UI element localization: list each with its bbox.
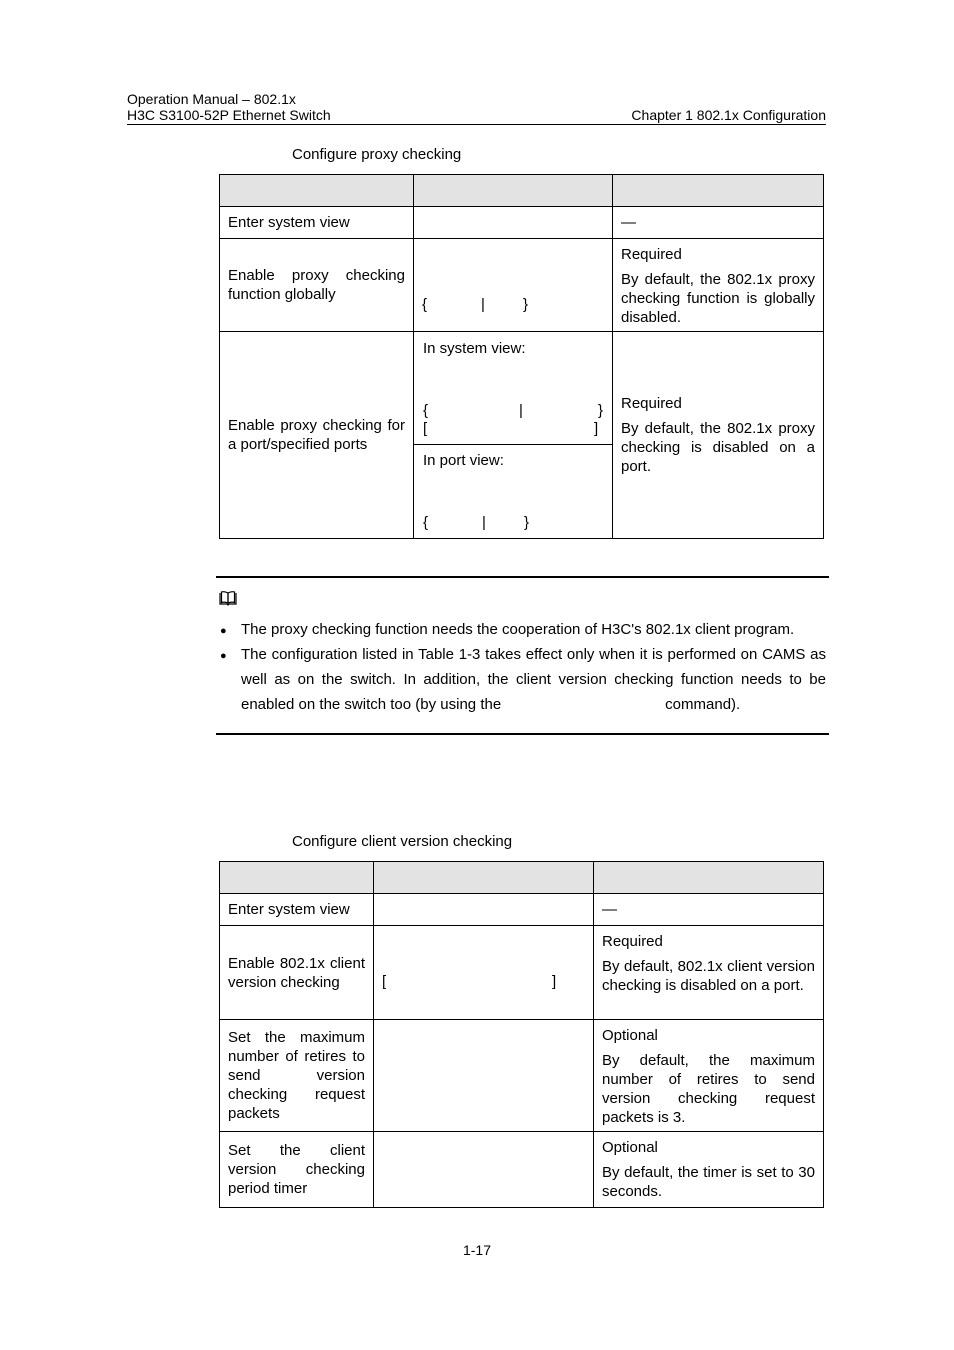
table-row [220,239,824,332]
page-number: 1-17 [462,1242,492,1258]
note-top-rule [216,576,829,578]
book-icon [219,590,237,606]
table-row [220,332,824,539]
remarks-required: Required [621,395,682,412]
pipe-separator: | [482,514,486,531]
brace-open: { [422,296,428,313]
remarks-cell: — [613,207,824,239]
command-cell [414,207,613,239]
remarks-description: By default, the 802.1x proxy checking is disabled on a port. [621,420,815,475]
table2-header-cell [220,862,374,894]
brace-close: } [524,514,530,531]
bullet-dot: ● [220,625,227,637]
command-cell [414,332,613,539]
brace-close: } [598,402,604,419]
system-view-label: In system view: [423,340,526,357]
remarks-cell [613,239,824,332]
command-cell [374,926,594,1020]
header-manual-title: Operation Manual – 802.1x [127,91,296,107]
note-bullet-2-text: The configuration listed in Table 1-3 takes effect only when it is performed on CAMS as well as on the switch. In addition, the client version checking function needs to be enabled on the switch too (by using the [241,646,826,713]
operation-cell: Set the client version checking period timer [220,1132,374,1208]
note-bullet-2 [241,642,826,717]
remarks-cell [594,1020,824,1132]
header-rule [127,124,826,125]
note-bottom-rule [216,733,829,735]
table-row [220,1132,824,1208]
table-row [220,207,824,239]
bracket-close: ] [552,973,557,990]
brace-open: { [423,514,429,531]
pipe-separator: | [481,296,485,313]
command-cell [374,1132,594,1208]
remarks-description: By default, the 802.1x proxy checking function is globally disabled. [621,271,815,326]
table1-header-cell [220,175,414,207]
table2-header-cell [594,862,824,894]
operation-cell: Enter system view [220,894,374,926]
command-cell [374,894,594,926]
operation-cell: Enable 802.1x client version checking [220,926,374,1020]
brace-open: { [423,402,429,419]
remarks-cell: — [594,894,824,926]
bracket-open: [ [382,973,387,990]
system-view-block [414,332,612,444]
brace-close: } [523,296,529,313]
operation-cell: Set the maximum number of retires to send version checking request packets [220,1020,374,1132]
note-bullet-2-tail: command). [665,696,741,713]
command-cell [374,1020,594,1132]
port-view-block [414,444,612,538]
table-row [220,894,824,926]
remarks-required: Required [602,933,663,950]
pipe-separator: | [519,402,523,419]
bullet-dot: ● [220,650,227,662]
note-bullet-1: The proxy checking function needs the cooperation of H3C's 802.1x client program. [241,621,795,638]
operation-cell: Enable proxy checking function globally [220,239,414,332]
port-view-label: In port view: [423,452,504,469]
operation-cell: Enter system view [220,207,414,239]
bracket-open: [ [423,420,428,437]
remarks-description: By default, 802.1x client version checking is disabled on a port. [602,958,815,994]
remarks-description: By default, the maximum number of retires to send version checking request packets is 3. [602,1052,815,1126]
operation-cell: Enable proxy checking for a port/specified ports [220,332,414,539]
table-row [220,1020,824,1132]
remarks-description: By default, the timer is set to 30 seconds. [602,1164,815,1200]
header-chapter: Chapter 1 802.1x Configuration [631,107,826,123]
proxy-checking-table [219,174,824,539]
command-cell [414,239,613,332]
client-version-checking-table [219,861,824,1208]
remarks-cell [594,1132,824,1208]
remarks-cell [594,926,824,1020]
remarks-cell [613,332,824,539]
table1-header-row [220,175,824,207]
bracket-close: ] [594,420,599,437]
remarks-optional: Optional [602,1139,658,1156]
table1-header-cell [613,175,824,207]
remarks-required: Required [621,246,682,263]
table2-header-row [220,862,824,894]
table1-caption: Configure proxy checking [292,146,462,163]
table2-caption: Configure client version checking [292,833,513,850]
table-row [220,926,824,1020]
remarks-optional: Optional [602,1027,658,1044]
table2-header-cell [374,862,594,894]
header-product-name: H3C S3100-52P Ethernet Switch [127,107,331,123]
table1-header-cell [414,175,613,207]
